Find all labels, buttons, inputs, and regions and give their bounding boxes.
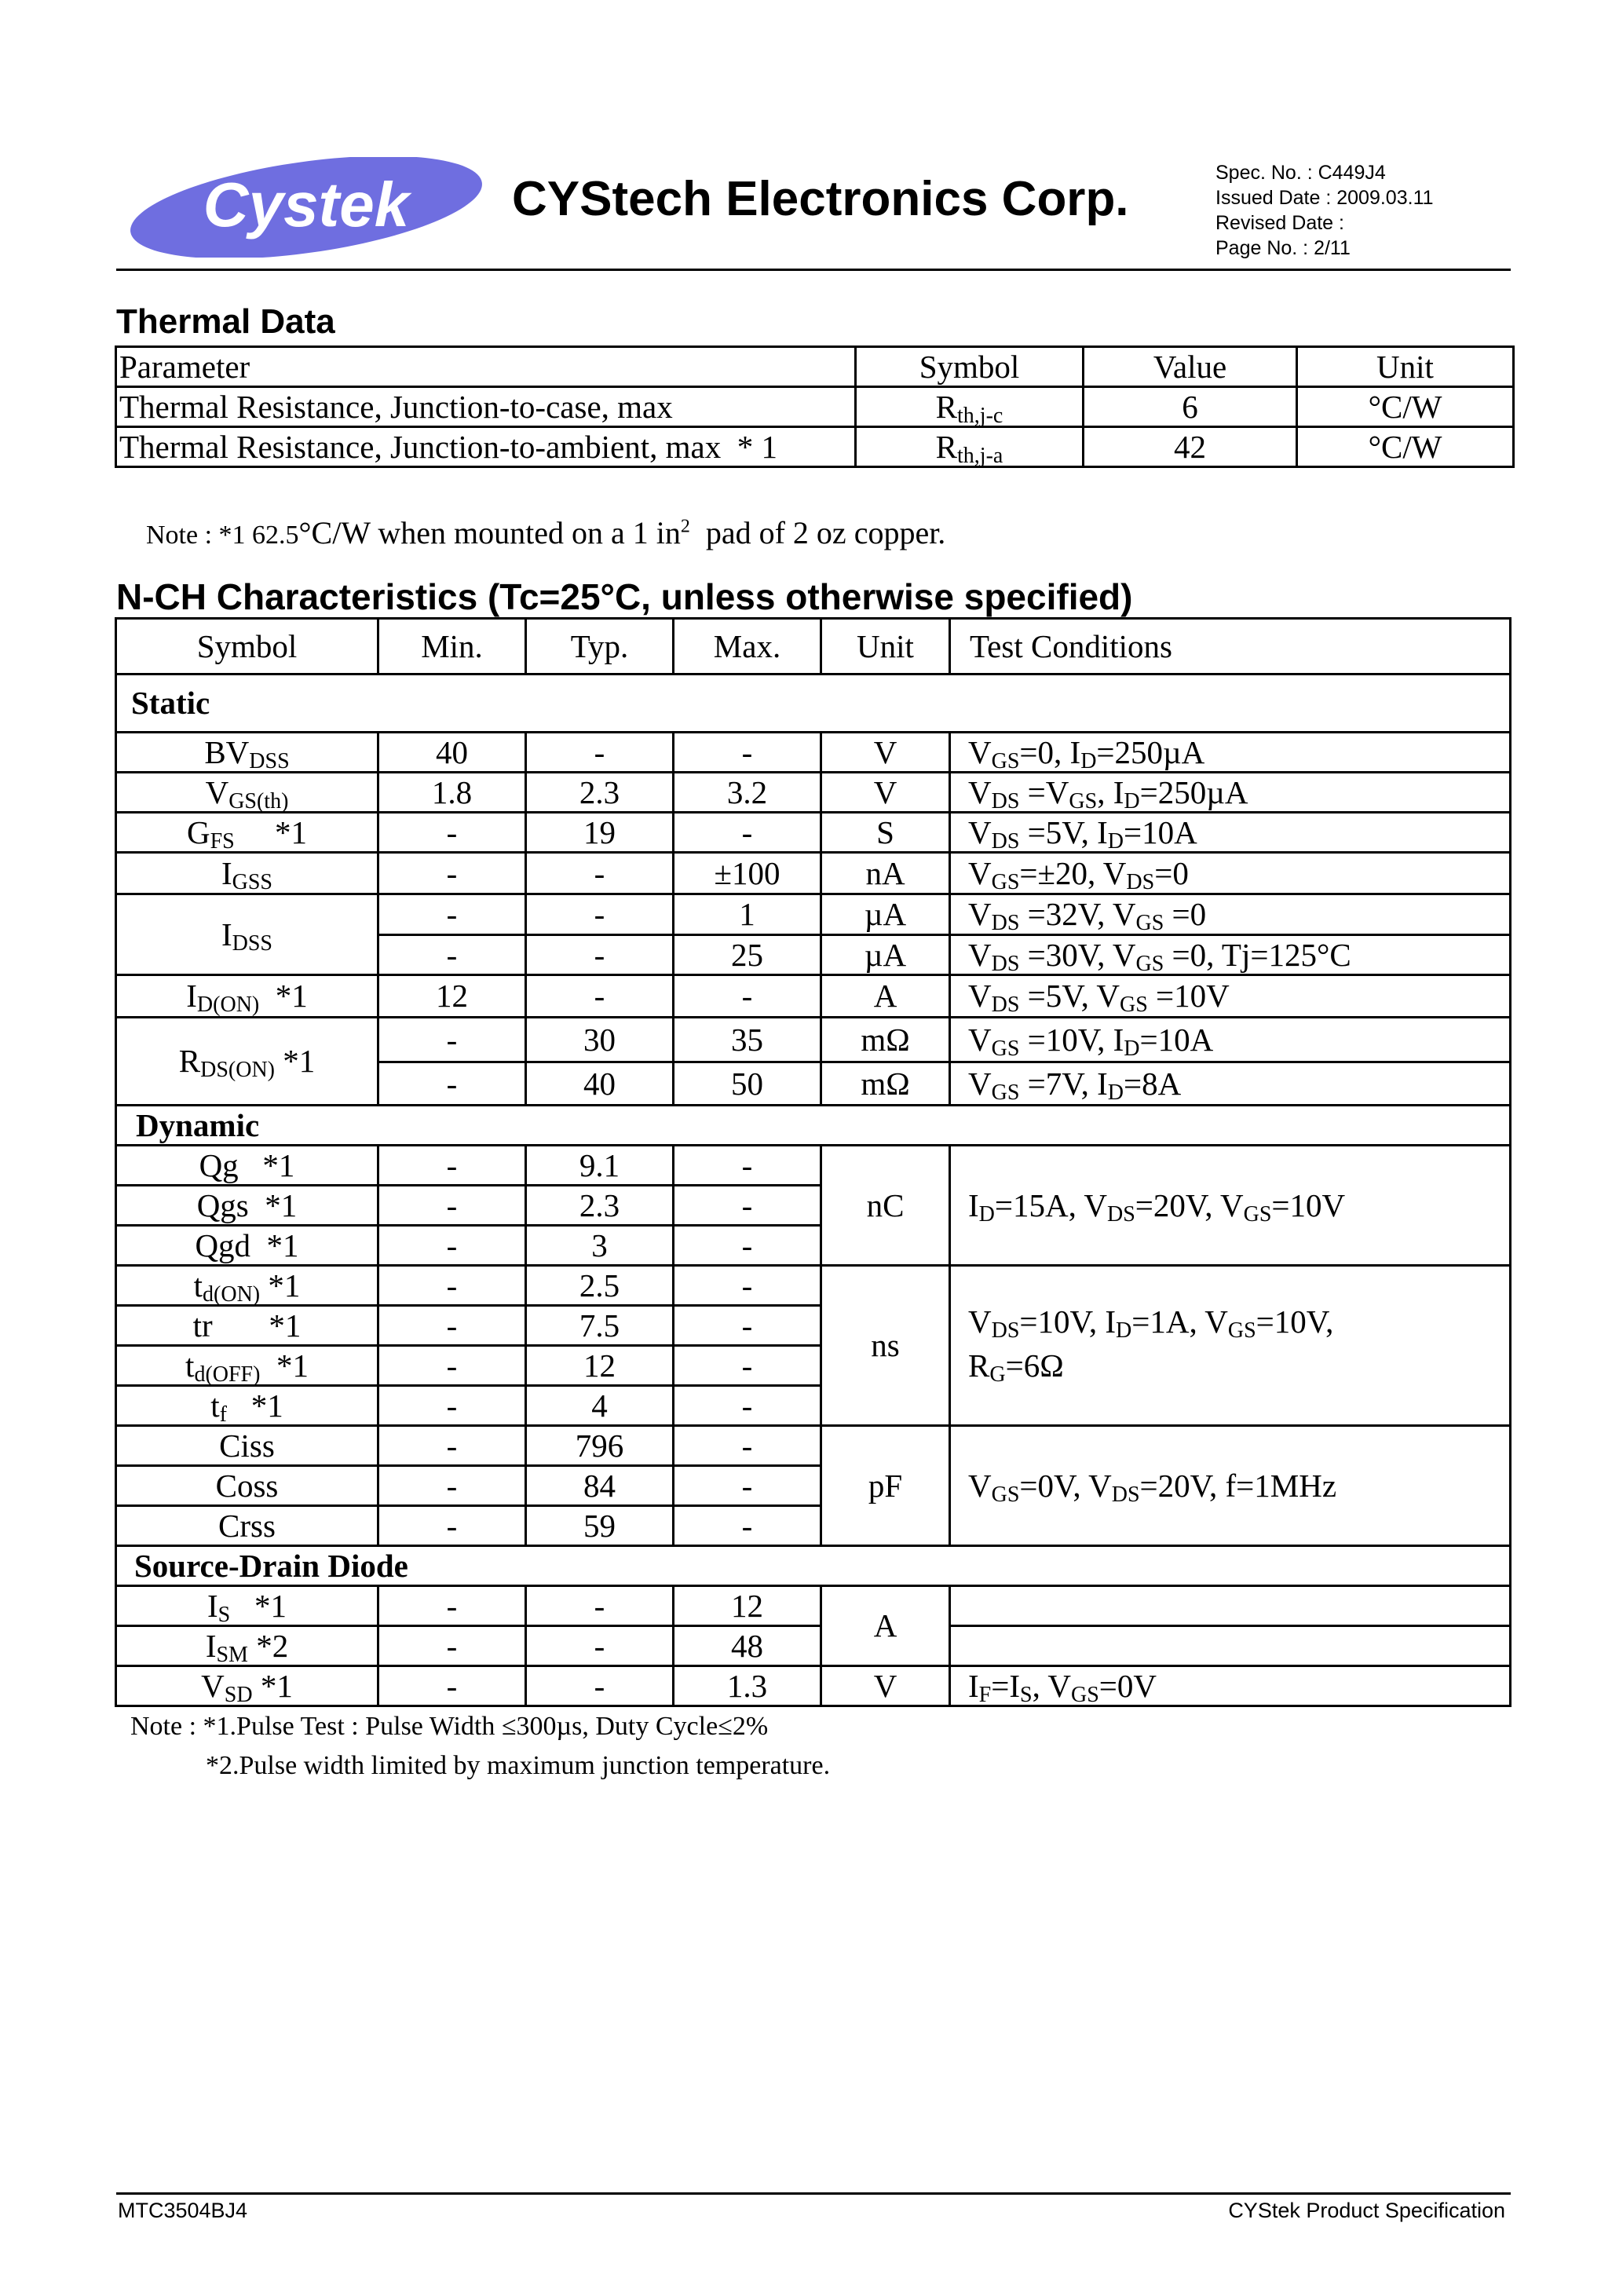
table-row <box>116 813 1511 853</box>
cell-symbol: $R_{DS(ON)}$ *1 <box>116 1018 378 1106</box>
nch-note-1: Note : *1.Pulse Test : Pulse Width ≤300µs, Duty Cycle≤2% <box>130 1712 769 1741</box>
table-row <box>116 1266 1511 1306</box>
section-label: Source-Drain Diode <box>116 1546 1511 1586</box>
cell-min: - <box>378 853 526 894</box>
cell-min: - <box>378 1062 526 1106</box>
cell-symbol: $V_{SD}$ *1 <box>116 1666 378 1706</box>
cell-max: - <box>674 1346 821 1386</box>
cell-unit: V <box>821 773 950 813</box>
cell-condition <box>950 1586 1511 1626</box>
cell-condition: $V_{DS} =V_{GS}$, $I_D=250\mu A$ <box>950 773 1511 813</box>
cell-condition: $V_{GS} =7V$, $I_D=8A$ <box>950 1062 1511 1106</box>
cell-max: - <box>674 1266 821 1306</box>
cell-min: - <box>378 1306 526 1346</box>
cell-min: - <box>378 1346 526 1386</box>
th-value: Value <box>1084 347 1297 387</box>
cell-symbol: $R_{th,j-c}$ <box>856 387 1084 427</box>
cell-typ: - <box>526 894 674 935</box>
cell-min: 12 <box>378 975 526 1018</box>
cell-typ: - <box>526 1626 674 1666</box>
th-parameter: Parameter <box>116 347 856 387</box>
cell-max: 1 <box>674 894 821 935</box>
cell-symbol: $G_{FS}$ *1 <box>116 813 378 853</box>
cell-typ: 19 <box>526 813 674 853</box>
cell-max: 25 <box>674 935 821 975</box>
cell-symbol: Qg *1 <box>116 1146 378 1186</box>
cell-unit: °C/W <box>1297 387 1514 427</box>
cell-min: - <box>378 1018 526 1062</box>
cell-unit: A <box>821 975 950 1018</box>
cell-max: 50 <box>674 1062 821 1106</box>
section-diode <box>116 1546 1511 1586</box>
table-row <box>116 733 1511 773</box>
cell-condition: $V_{GS}=0$, $I_D=250\mu A$ <box>950 733 1511 773</box>
cell-max: - <box>674 1306 821 1346</box>
section-label: Static <box>116 675 1511 733</box>
th-min: Min. <box>378 619 526 675</box>
table-row <box>116 894 1511 935</box>
cell-typ: - <box>526 733 674 773</box>
cell-min: - <box>378 1426 526 1466</box>
cell-min: 1.8 <box>378 773 526 813</box>
th-symbol: Symbol <box>856 347 1084 387</box>
company-name: CYStech Electronics Corp. <box>512 172 1129 226</box>
cell-unit: pF <box>821 1426 950 1546</box>
cell-symbol: $t_{d(ON)}$ *1 <box>116 1266 378 1306</box>
cell-condition: $V_{GS}=0V$, $V_{DS}=20V$, f=1MHz <box>950 1426 1511 1546</box>
cell-symbol: $t_f$ *1 <box>116 1386 378 1426</box>
cell-unit: V <box>821 733 950 773</box>
cell-min: - <box>378 1626 526 1666</box>
cell-condition: $V_{GS}=\pm 20$, $V_{DS}=0$ <box>950 853 1511 894</box>
th-test-conditions: Test Conditions <box>950 619 1511 675</box>
cell-max: 35 <box>674 1018 821 1062</box>
cell-unit: µA <box>821 935 950 975</box>
thermal-title: Thermal Data <box>116 302 335 341</box>
logo-text: Cystek <box>203 170 410 239</box>
cell-typ: - <box>526 975 674 1018</box>
cell-max: - <box>674 1386 821 1426</box>
cell-typ: 3 <box>526 1226 674 1266</box>
cell-param: Thermal Resistance, Junction-to-ambient, max * 1 <box>116 427 856 467</box>
issued-date: Issued Date : 2009.03.11 <box>1215 187 1434 209</box>
cell-condition: $V_{DS}=10V$, $I_D=1A$, $V_{GS}=10V$, $R_G=6\Omega$ <box>950 1266 1511 1426</box>
cell-condition: $V_{DS} =32V$, $V_{GS} =0$ <box>950 894 1511 935</box>
nch-title: N-CH Characteristics (Tc=25°C, unless otherwise specified) <box>116 576 1133 617</box>
cell-min: - <box>378 1186 526 1226</box>
page-no: Page No. : 2/11 <box>1215 237 1351 259</box>
cell-min: - <box>378 1666 526 1706</box>
thermal-header-row <box>116 347 1514 387</box>
table-row <box>116 773 1511 813</box>
cell-typ: 59 <box>526 1506 674 1546</box>
cell-typ: 2.3 <box>526 773 674 813</box>
section-static <box>116 675 1511 733</box>
cell-symbol: $R_{th,j-a}$ <box>856 427 1084 467</box>
cell-min: - <box>378 894 526 935</box>
cell-symbol: $I_{GSS}$ <box>116 853 378 894</box>
cell-condition: $I_F=I_S$, $V_{GS}=0V$ <box>950 1666 1511 1706</box>
cell-symbol: $t_{d(OFF)}$ *1 <box>116 1346 378 1386</box>
cell-max: 3.2 <box>674 773 821 813</box>
cell-typ: 4 <box>526 1386 674 1426</box>
cell-min: - <box>378 1506 526 1546</box>
cell-max: - <box>674 813 821 853</box>
cell-min: - <box>378 1466 526 1506</box>
cell-value: 6 <box>1084 387 1297 427</box>
cell-min: 40 <box>378 733 526 773</box>
cell-max: - <box>674 1426 821 1466</box>
table-row <box>116 1426 1511 1466</box>
thermal-table <box>115 345 1515 468</box>
cell-typ: 2.5 <box>526 1266 674 1306</box>
cell-min: - <box>378 813 526 853</box>
spec-no: Spec. No. : C449J4 <box>1215 162 1386 184</box>
footer-doc-id: MTC3504BJ4 <box>118 2199 248 2222</box>
table-row <box>116 1586 1511 1626</box>
cell-typ: 84 <box>526 1466 674 1506</box>
table-row <box>116 1146 1511 1186</box>
cell-unit: µA <box>821 894 950 935</box>
cell-symbol: tr *1 <box>116 1306 378 1346</box>
table-row <box>116 853 1511 894</box>
cell-unit: °C/W <box>1297 427 1514 467</box>
nch-note-2: *2.Pulse width limited by maximum junction temperature. <box>206 1751 831 1780</box>
cell-unit: nA <box>821 853 950 894</box>
th-typ: Typ. <box>526 619 674 675</box>
cell-symbol: $I_{D(ON)}$ *1 <box>116 975 378 1018</box>
cell-unit: mΩ <box>821 1018 950 1062</box>
cell-max: - <box>674 1506 821 1546</box>
revised-date: Revised Date : <box>1215 212 1344 234</box>
company-logo <box>126 157 487 258</box>
th-symbol: Symbol <box>116 619 378 675</box>
cell-condition <box>950 1626 1511 1666</box>
nch-header-row <box>116 619 1511 675</box>
header-rule <box>116 269 1511 271</box>
cell-unit: S <box>821 813 950 853</box>
cell-symbol: Crss <box>116 1506 378 1546</box>
cell-max: - <box>674 1466 821 1506</box>
cell-value: 42 <box>1084 427 1297 467</box>
cell-symbol: $V_{GS(th)}$ <box>116 773 378 813</box>
cell-typ: - <box>526 1586 674 1626</box>
cell-typ: - <box>526 853 674 894</box>
cell-min: - <box>378 1266 526 1306</box>
cell-typ: 7.5 <box>526 1306 674 1346</box>
cell-max: 1.3 <box>674 1666 821 1706</box>
cell-condition: $V_{GS} =10V$, $I_D=10A$ <box>950 1018 1511 1062</box>
table-row <box>116 1018 1511 1062</box>
cell-unit: A <box>821 1586 950 1666</box>
cell-max: - <box>674 1146 821 1186</box>
thermal-note: Note : *1 62.5°C/W when mounted on a 1 $in^2$ pad of 2 oz copper. <box>146 515 946 550</box>
table-row <box>116 975 1511 1018</box>
cell-unit: nC <box>821 1146 950 1266</box>
cell-unit: V <box>821 1666 950 1706</box>
cell-unit: mΩ <box>821 1062 950 1106</box>
table-row <box>116 427 1514 467</box>
cell-max: - <box>674 733 821 773</box>
cell-symbol: $I_S$ *1 <box>116 1586 378 1626</box>
section-label: Dynamic <box>116 1106 1511 1146</box>
cell-condition: $V_{DS} =5V$, $V_{GS} =10V$ <box>950 975 1511 1018</box>
cell-symbol: $BV_{DSS}$ <box>116 733 378 773</box>
th-max: Max. <box>674 619 821 675</box>
th-unit: Unit <box>821 619 950 675</box>
cell-max: ±100 <box>674 853 821 894</box>
cell-typ: 796 <box>526 1426 674 1466</box>
cell-typ: 9.1 <box>526 1146 674 1186</box>
cell-symbol: Coss <box>116 1466 378 1506</box>
cell-min: - <box>378 1146 526 1186</box>
cell-condition: $V_{DS} =30V$, $V_{GS} =0$, Tj=125°C <box>950 935 1511 975</box>
table-row <box>116 387 1514 427</box>
cell-unit: ns <box>821 1266 950 1426</box>
table-row <box>116 1626 1511 1666</box>
cell-symbol: Ciss <box>116 1426 378 1466</box>
cell-min: - <box>378 1226 526 1266</box>
cell-symbol: Qgs *1 <box>116 1186 378 1226</box>
cell-typ: 40 <box>526 1062 674 1106</box>
cell-typ: 30 <box>526 1018 674 1062</box>
spec-info <box>1215 160 1434 261</box>
cell-typ: 2.3 <box>526 1186 674 1226</box>
cell-symbol: $I_{DSS}$ <box>116 894 378 975</box>
cell-typ: - <box>526 935 674 975</box>
cell-min: - <box>378 1386 526 1426</box>
cell-condition: $V_{DS} =5V$, $I_D=10A$ <box>950 813 1511 853</box>
table-row <box>116 1666 1511 1706</box>
cell-max: 48 <box>674 1626 821 1666</box>
cell-param: Thermal Resistance, Junction-to-case, max <box>116 387 856 427</box>
cell-min: - <box>378 935 526 975</box>
footer-spec: CYStek Product Specification <box>1228 2199 1505 2222</box>
nch-table <box>115 617 1512 1707</box>
cell-typ: - <box>526 1666 674 1706</box>
cell-symbol: Qgd *1 <box>116 1226 378 1266</box>
cell-max: - <box>674 975 821 1018</box>
cell-max: 12 <box>674 1586 821 1626</box>
cell-symbol: $I_{SM}$ *2 <box>116 1626 378 1666</box>
cell-min: - <box>378 1586 526 1626</box>
section-dynamic <box>116 1106 1511 1146</box>
th-unit: Unit <box>1297 347 1514 387</box>
cell-condition: $I_D=15A$, $V_{DS}=20V$, $V_{GS}=10V$ <box>950 1146 1511 1266</box>
cell-typ: 12 <box>526 1346 674 1386</box>
footer-rule <box>116 2192 1511 2195</box>
cell-max: - <box>674 1226 821 1266</box>
cell-max: - <box>674 1186 821 1226</box>
